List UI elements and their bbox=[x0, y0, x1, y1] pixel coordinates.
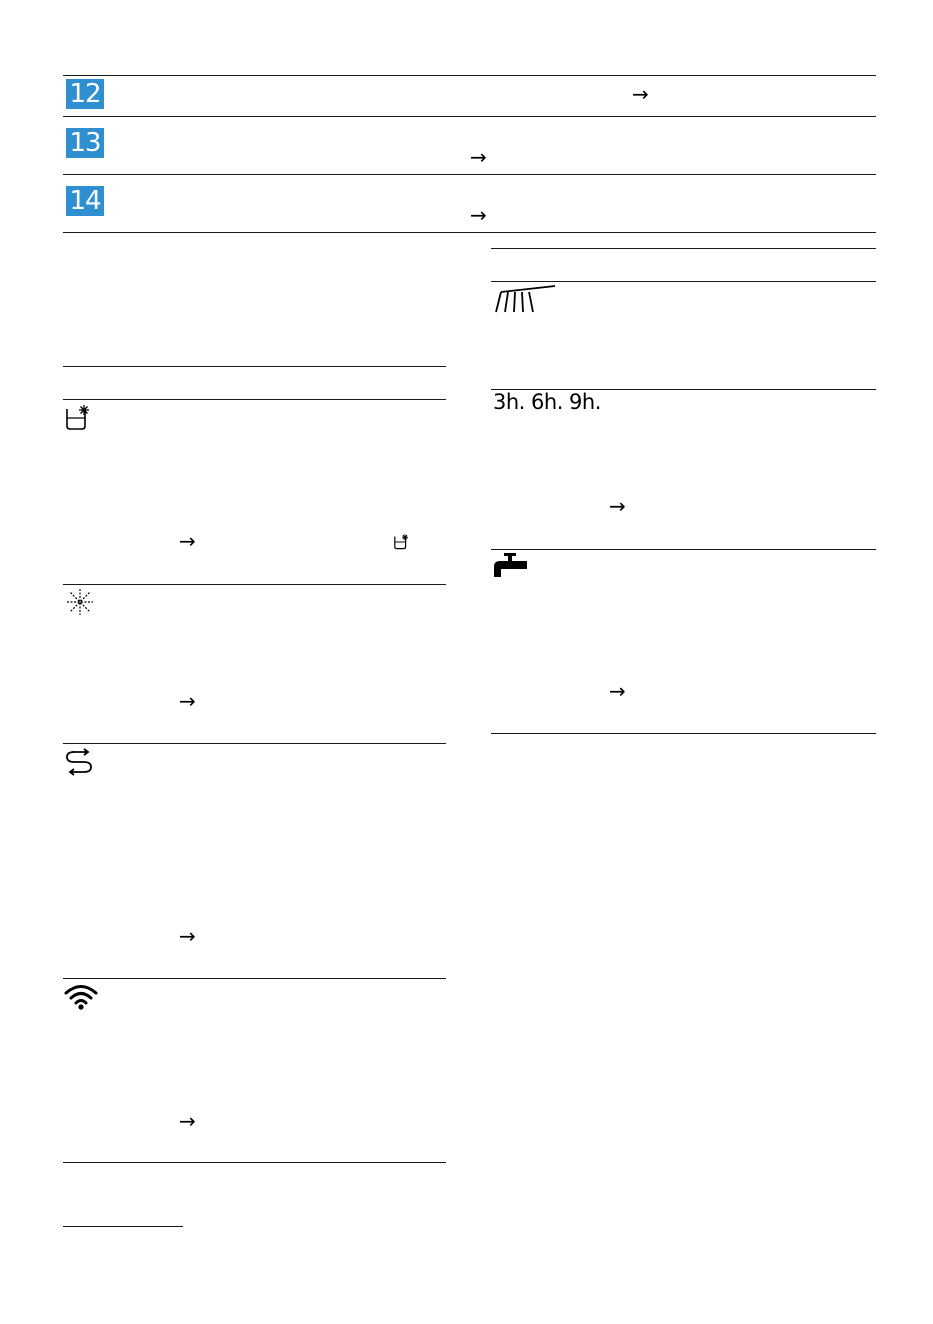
left-row-1-arrow: → bbox=[179, 529, 196, 553]
regeneration-icon bbox=[64, 748, 94, 776]
left-row-3-arrow: → bbox=[179, 924, 196, 948]
left-table-top-rule bbox=[63, 366, 446, 367]
wifi-icon bbox=[64, 982, 98, 1012]
left-row-3-rule bbox=[63, 978, 446, 979]
step-badge-13: 13 bbox=[66, 128, 104, 158]
spray-arm-icon bbox=[493, 284, 557, 314]
step-12-arrow: → bbox=[632, 82, 649, 106]
step-badge-14: 14 bbox=[66, 186, 104, 216]
row-rule-13 bbox=[63, 174, 876, 175]
row-rule-14 bbox=[63, 232, 876, 233]
right-row-3-arrow: → bbox=[609, 679, 626, 703]
left-table-header-rule bbox=[63, 399, 446, 400]
step-14-arrow: → bbox=[470, 203, 487, 227]
timer-delay-icon: 3h. 6h. 9h. bbox=[493, 390, 601, 414]
rinse-aid-icon bbox=[66, 588, 94, 616]
left-row-4-arrow: → bbox=[179, 1109, 196, 1133]
left-row-4-rule bbox=[63, 1162, 446, 1163]
right-table-top-rule bbox=[491, 248, 876, 249]
glass-sparkle-icon bbox=[64, 404, 94, 432]
water-tap-icon bbox=[492, 552, 528, 582]
left-row-2-rule bbox=[63, 743, 446, 744]
left-row-2-arrow: → bbox=[179, 689, 196, 713]
right-table-header-rule bbox=[491, 281, 876, 282]
row-rule-12 bbox=[63, 116, 876, 117]
glass-sparkle-inline-icon bbox=[393, 533, 411, 551]
footnote-rule bbox=[63, 1226, 183, 1227]
left-row-1-rule bbox=[63, 584, 446, 585]
right-row-2-rule bbox=[491, 549, 876, 550]
step-badge-12: 12 bbox=[66, 79, 104, 109]
step-13-arrow: → bbox=[470, 145, 487, 169]
right-row-2-arrow: → bbox=[609, 494, 626, 518]
right-row-3-rule bbox=[491, 733, 876, 734]
top-rule bbox=[63, 75, 876, 76]
